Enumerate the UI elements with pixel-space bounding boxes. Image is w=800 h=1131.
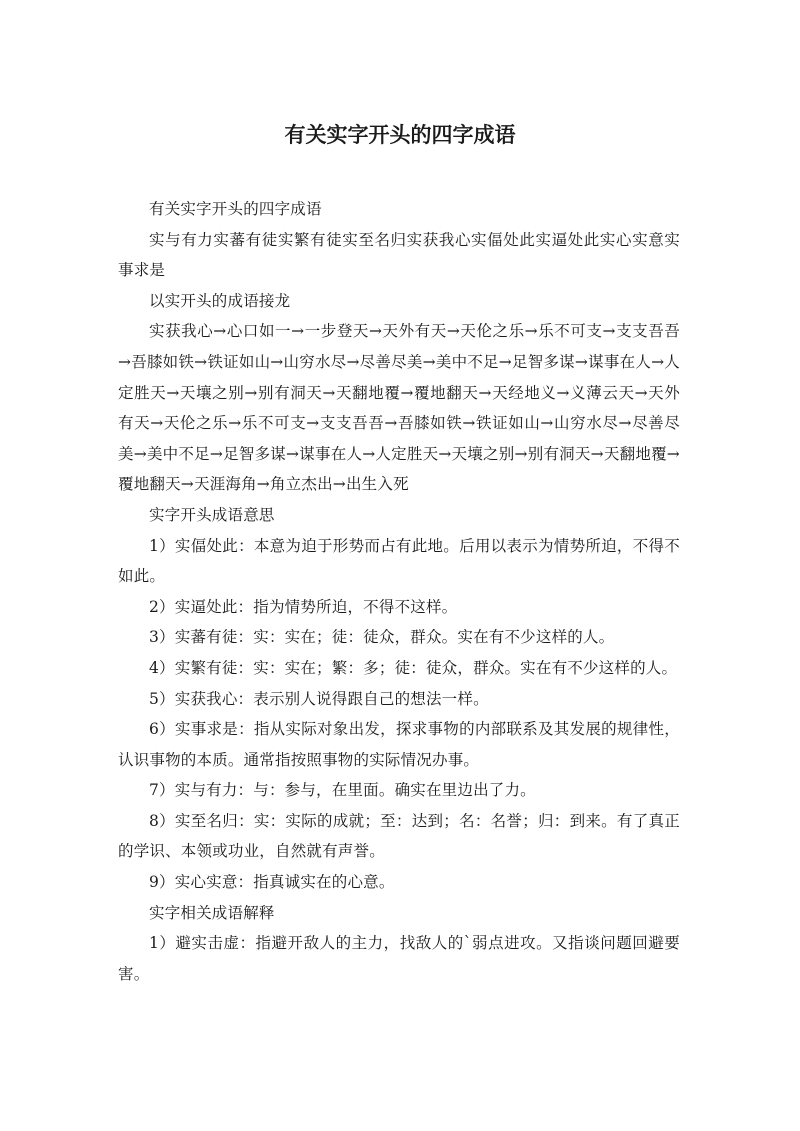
meaning-item: 8）实至名归：实：实际的成就；至：达到；名：名誉；归：到来。有了真正的学识、本领或功业，自然就有声誉。 [118,811,680,861]
paragraph-idiom-chain: 实获我心→心口如一→一步登天→天外有天→天伦之乐→乐不可支→支支吾吾→吾膝如铁→铁证如山→山穷水尽→尽善尽美→美中不足→足智多谋→谋事在人→人定胜天→天壤之别→别有洞天→天翻地覆→覆地翻天→天经地义→义薄云天→天外有天→天伦之乐→乐不可支→支支吾吾→吾膝如铁→铁证如山→山穷水尽→尽善尽美→美中不足→足智多谋→谋事在人→人定胜天→天壤之别→别有洞天→天翻地覆→覆地翻天→天涯海角→角立杰出→出生入死 [118,322,680,494]
paragraph-intro: 有关实字开头的四字成语 [149,200,322,218]
meaning-item: 6）实事求是：指从实际对象出发，探求事物的内部联系及其发展的规律性，认识事物的本质。通常指按照事物的实际情况办事。 [118,720,680,769]
meaning-item: 9）实心实意：指真诚实在的心意。 [149,873,395,892]
meaning-item: 7）实与有力：与：参与，在里面。确实在里边出了力。 [149,781,536,800]
section-heading-chain: 以实开头的成语接龙 [149,291,291,310]
section-heading-explanations: 实字相关成语解释 [149,903,275,922]
explanation-item: 1）避实击虚：指避开敌人的主力，找敌人的`弱点进攻。又指谈问题回避要害。 [118,934,680,983]
meaning-item: 3）实蕃有徒：实：实在；徒：徒众，群众。实在有不少这样的人。 [149,628,615,647]
document-body [118,194,680,989]
paragraph-idiom-list: 实与有力实蕃有徒实繁有徒实至名归实获我心实偪处此实逼处此实心实意实事求是 [118,230,680,280]
document-title: 有关实字开头的四字成语 [284,123,516,147]
section-heading-meanings: 实字开头成语意思 [149,505,275,524]
meaning-item: 4）实繁有徒：实：实在；繁：多；徒：徒众，群众。实在有不少这样的人。 [149,658,678,677]
meaning-item: 2）实逼处此：指为情势所迫，不得不这样。 [149,597,458,616]
meaning-item: 5）实获我心：表示别人说得跟自己的想法一样。 [149,689,489,708]
meaning-item: 1）实偪处此：本意为迫于形势而占有此地。后用以表示为情势所迫，不得不如此。 [118,536,680,586]
